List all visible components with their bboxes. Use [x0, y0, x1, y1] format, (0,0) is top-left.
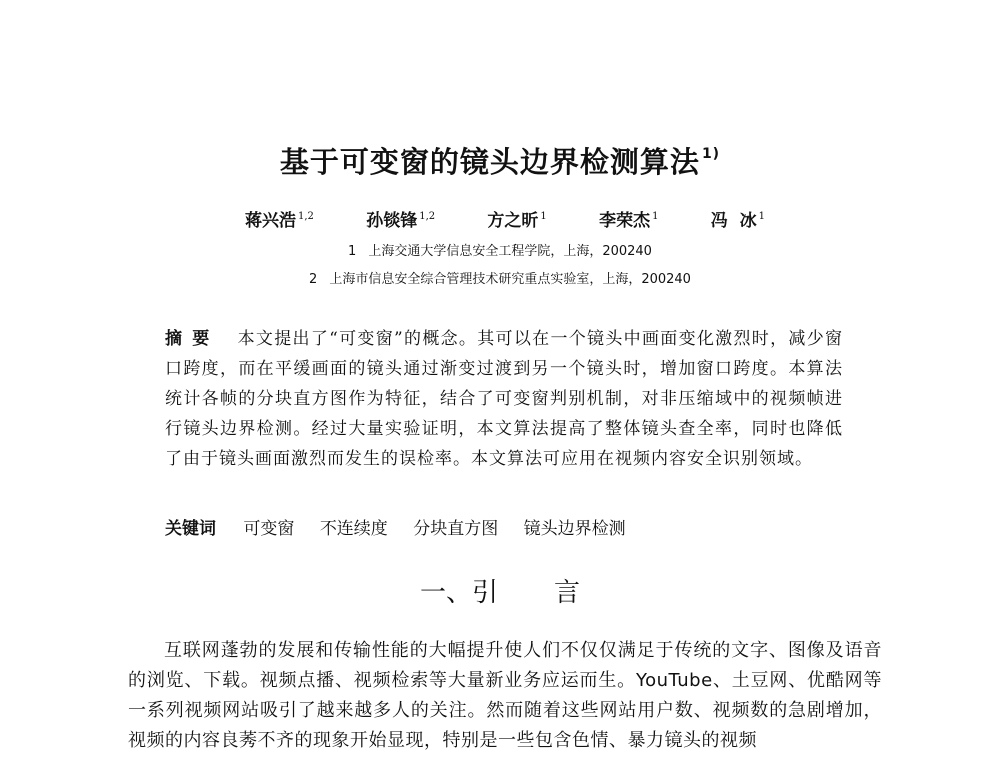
- author-affiliation-marker: 1: [652, 211, 659, 223]
- affiliation-2: [0, 268, 1000, 287]
- author-4: [599, 206, 658, 231]
- author-name: 孙锬锋: [366, 211, 418, 231]
- affiliation-text: 上海市信息安全综合管理技术研究重点实验室，上海，200240: [329, 272, 691, 287]
- section-number: 一、引: [419, 578, 498, 608]
- author-affiliation-marker: 1: [758, 211, 765, 223]
- keywords: [165, 514, 843, 539]
- keyword-item: 镜头边界检测: [523, 519, 626, 539]
- intro-paragraph: 互联网蓬勃的发展和传输性能的大幅提升使人们不仅仅满足于传统的文字、图像及语音的浏览、下载。视频点播、视频检索等大量新业务应运而生。YouTube、土豆网、优酷网等一系列视频网站吸引了越来越多人的关注。然而随着这些网站用户数、视频数的急剧增加，视频的内容良莠不齐的现象开始显现，特别是一些包含色情、暴力镜头的视频: [128, 640, 882, 751]
- affiliation-1: [0, 240, 1000, 259]
- author-affiliation-marker: 1,2: [298, 211, 314, 223]
- abstract-text: 本文提出了“可变窗”的概念。其可以在一个镜头中画面变化激烈时，减少窗口跨度，而在平缓画面的镜头通过渐变过渡到另一个镜头时，增加窗口跨度。本算法统计各帧的分块直方图作为特征，结合了可变窗判别机制，对非压缩域中的视频帧进行镜头边界检测。经过大量实验证明，本文算法提高了整体镜头查全率，同时也降低了由于镜头画面激烈而发生的误检率。本文算法可应用在视频内容安全识别领域。: [165, 329, 843, 469]
- author-5: [711, 206, 765, 231]
- author-name: 蒋兴浩: [245, 211, 296, 231]
- title-footnote-marker: 1): [701, 146, 721, 163]
- keyword-item: 分块直方图: [413, 519, 499, 539]
- paper-title-text: 基于可变窗的镜头边界检测算法: [279, 145, 700, 179]
- abstract-label: 摘要: [165, 329, 220, 349]
- author-list: [245, 206, 765, 231]
- paper-title: [0, 140, 1000, 181]
- section-heading: [0, 572, 1000, 609]
- keyword-item: 不连续度: [319, 519, 388, 539]
- keywords-label: 关键词: [165, 519, 216, 539]
- author-2: [366, 206, 435, 231]
- affiliation-number: 1: [348, 244, 357, 259]
- author-1: [245, 206, 314, 231]
- author-affiliation-marker: 1,2: [419, 211, 436, 223]
- keyword-item: 可变窗: [243, 519, 295, 539]
- section-title: 言: [554, 578, 581, 608]
- author-name: 冯 冰: [710, 211, 757, 231]
- affiliation-number: 2: [309, 272, 318, 287]
- author-name: 李荣杰: [599, 211, 651, 231]
- author-3: [487, 206, 546, 231]
- affiliation-text: 上海交通大学信息安全工程学院，上海，200240: [368, 244, 652, 259]
- abstract: [165, 324, 843, 474]
- author-affiliation-marker: 1: [540, 211, 547, 223]
- author-name: 方之昕: [487, 211, 539, 231]
